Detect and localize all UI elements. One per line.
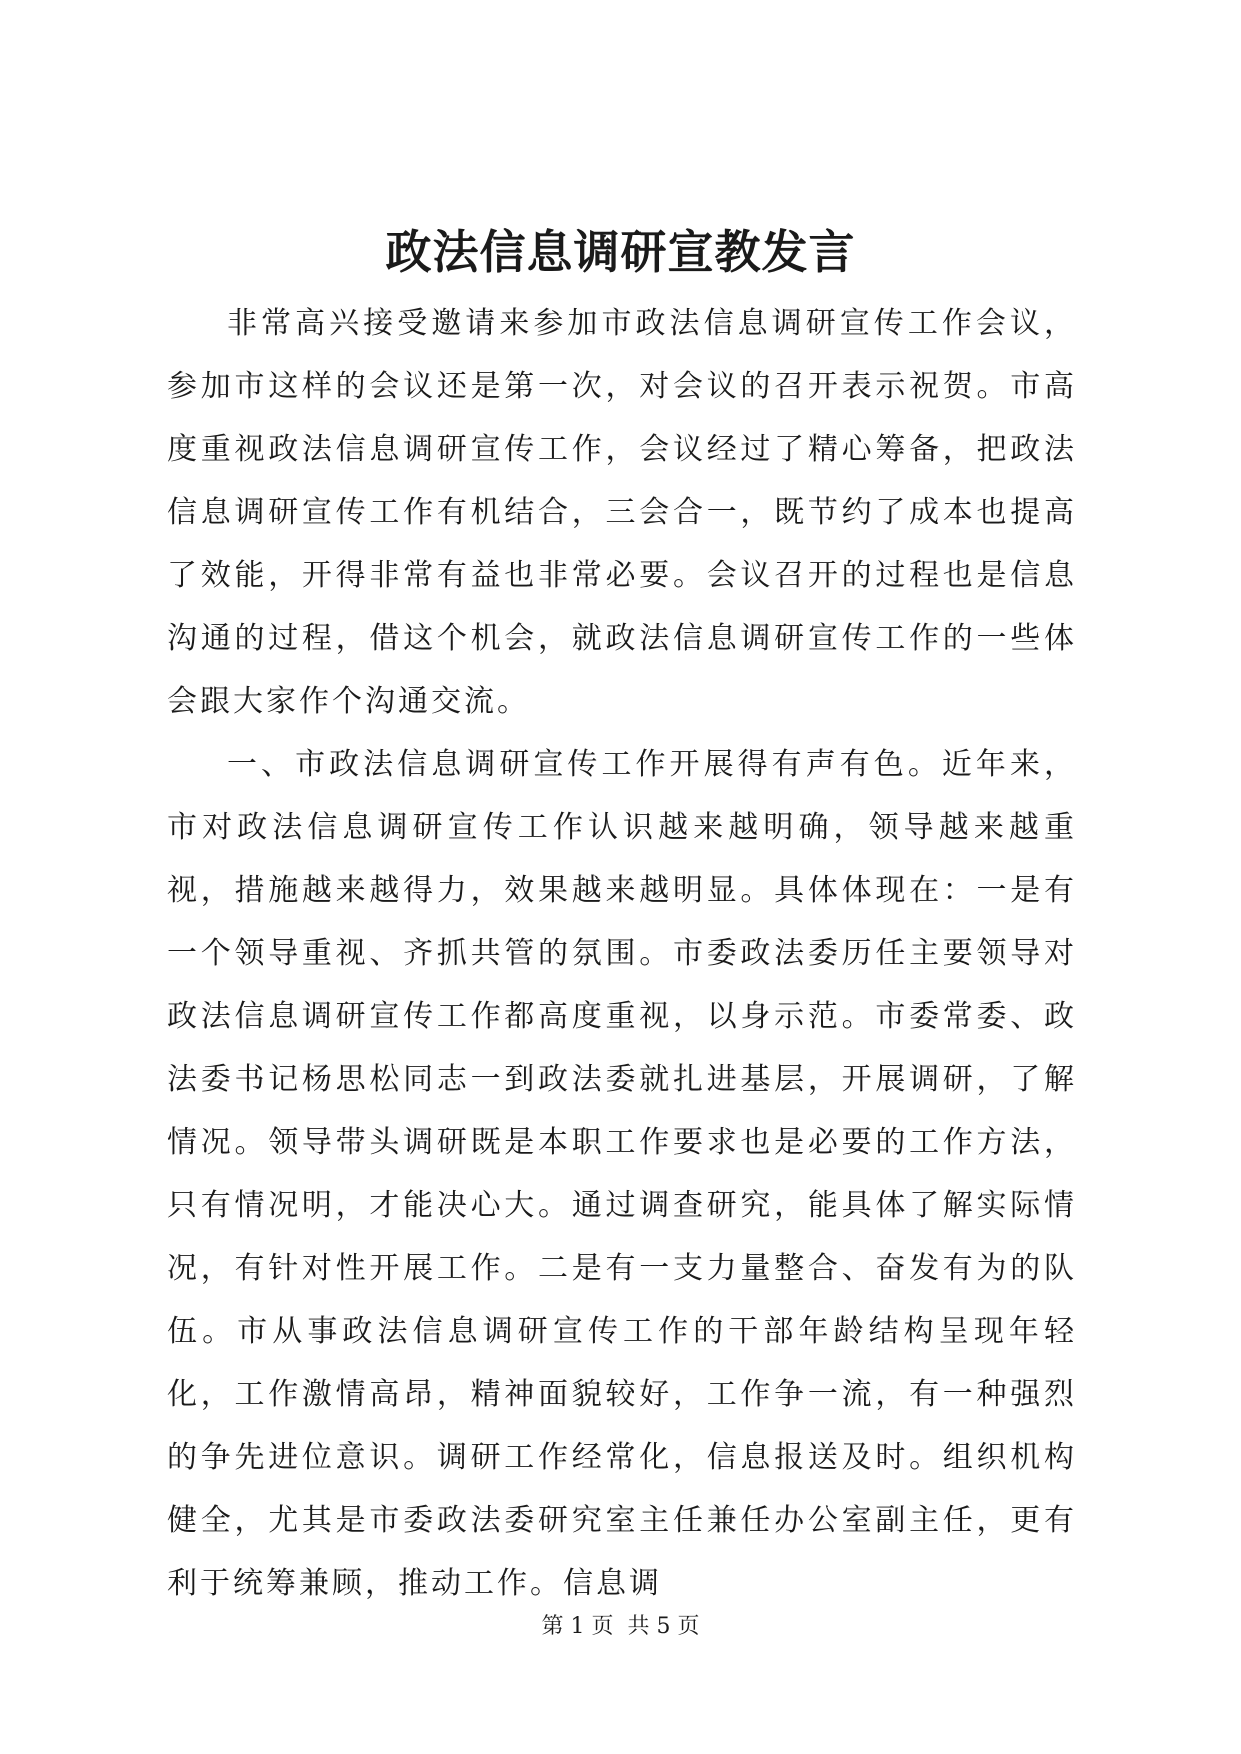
page-number-label: 第 1 页 共 5 页 — [541, 1614, 700, 1639]
paragraph-section-one: 一、市政法信息调研宣传工作开展得有声有色。近年来，市对政法信息调研宣传工作认识越来越明确，领导越来越重视，措施越来越得力，效果越来越明显。具体体现在：一是有一个领导重视、齐抓共管的氛围。市委政法委历任主要领导对政法信息调研宣传工作都高度重视，以身示范。市委常委、政法委书记杨思松同志一到政法委就扎进基层，开展调研，了解情况。领导带头调研既是本职工作要求也是必要的工作方法，只有情况明，才能决心大。通过调查研究，能具体了解实际情况，有针对性开展工作。二是有一支力量整合、奋发有为的队伍。市从事政法信息调研宣传工作的干部年龄结构呈现年轻化，工作激情高昂，精神面貌较好，工作争一流，有一种强烈的争先进位意识。调研工作经常化，信息报送及时。组织机构健全，尤其是市委政法委研究室主任兼任办公室副主任，更有利于统筹兼顾，推动工作。信息调 — [167, 747, 1077, 1601]
paragraph-intro: 非常高兴接受邀请来参加市政法信息调研宣传工作会议，参加市这样的会议还是第一次，对会议的召开表示祝贺。市高度重视政法信息调研宣传工作，会议经过了精心筹备，把政法信息调研宣传工作有机结合，三会合一，既节约了成本也提高了效能，开得非常有益也非常必要。会议召开的过程也是信息沟通的过程，借这个机会，就政法信息调研宣传工作的一些体会跟大家作个沟通交流。 — [167, 306, 1077, 719]
document-body — [167, 292, 1077, 1615]
page-footer — [0, 1612, 1241, 1642]
document-title: 政法信息调研宣教发言 — [385, 225, 856, 279]
